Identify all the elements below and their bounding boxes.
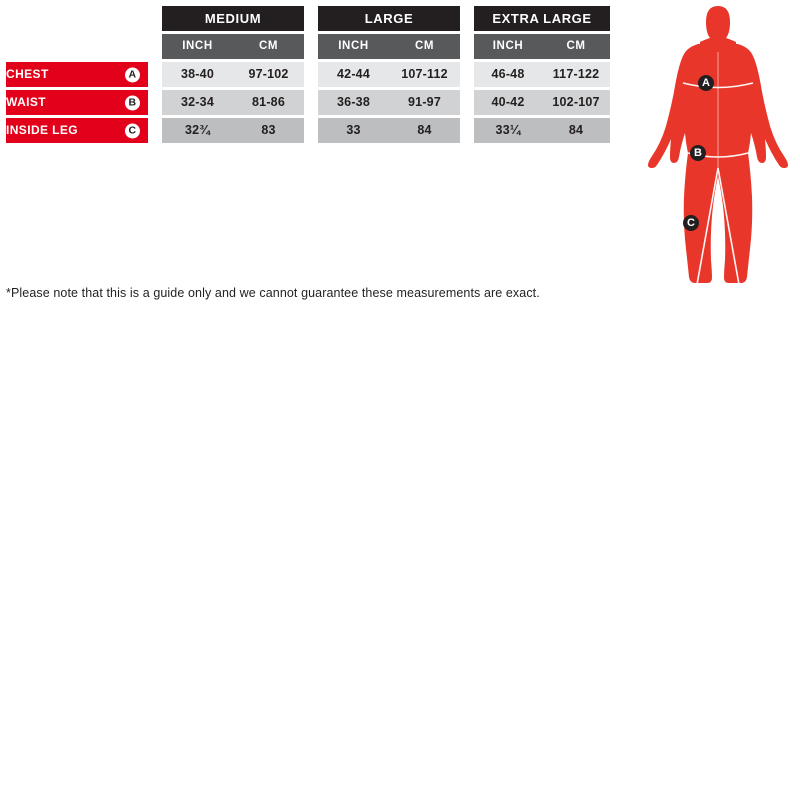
column-gap [148, 118, 162, 143]
cell-waist-medium-cm: 81-86 [233, 90, 304, 115]
cell-chest-large-cm: 107-112 [389, 62, 460, 87]
cell-waist-medium-inch: 32-34 [162, 90, 233, 115]
marker-c: C [683, 215, 699, 231]
column-gap [304, 118, 318, 143]
column-gap [460, 34, 474, 59]
table-size-header-row [6, 6, 610, 31]
table-row [6, 90, 610, 115]
cell-chest-medium-inch: 38-40 [162, 62, 233, 87]
cell-waist-xl-inch: 40-42 [474, 90, 542, 115]
cell-waist-xl-cm: 102-107 [542, 90, 610, 115]
row-label-text: WAIST [6, 95, 46, 109]
unit-header-xl-cm: CM [542, 34, 610, 59]
row-badge-b: B [125, 95, 140, 110]
column-gap [460, 62, 474, 87]
cell-chest-medium-cm: 97-102 [233, 62, 304, 87]
table-unit-header-row [6, 34, 610, 59]
size-header-large: LARGE [318, 6, 460, 31]
cell-chest-xl-inch: 46-48 [474, 62, 542, 87]
column-gap [460, 118, 474, 143]
row-label-inside-leg [6, 118, 148, 143]
marker-a: A [698, 75, 714, 91]
cell-inside-leg-medium-cm: 83 [233, 118, 304, 143]
marker-b: B [690, 145, 706, 161]
cell-inside-leg-large-inch: 33 [318, 118, 389, 143]
column-gap [148, 34, 162, 59]
column-gap [148, 6, 162, 31]
table-row [6, 118, 610, 143]
cell-inside-leg-medium-inch: 32¾ [162, 118, 233, 143]
column-gap [460, 6, 474, 31]
corner-spacer [6, 6, 148, 31]
column-gap [304, 6, 318, 31]
cell-chest-xl-cm: 117-122 [542, 62, 610, 87]
unit-header-large-inch: INCH [318, 34, 389, 59]
row-label-waist [6, 90, 148, 115]
row-label-text: INSIDE LEG [6, 123, 79, 137]
size-header-medium: MEDIUM [162, 6, 304, 31]
row-label-chest [6, 62, 148, 87]
column-gap [460, 90, 474, 115]
cell-waist-large-inch: 36-38 [318, 90, 389, 115]
body-figure [636, 0, 800, 320]
column-gap [304, 62, 318, 87]
table-row [6, 62, 610, 87]
unit-header-medium-inch: INCH [162, 34, 233, 59]
column-gap [148, 90, 162, 115]
cell-chest-large-inch: 42-44 [318, 62, 389, 87]
body-silhouette-icon [636, 0, 800, 320]
column-gap [304, 90, 318, 115]
unit-header-xl-inch: INCH [474, 34, 542, 59]
cell-inside-leg-xl-cm: 84 [542, 118, 610, 143]
row-label-text: CHEST [6, 67, 49, 81]
size-header-extra-large: EXTRA LARGE [474, 6, 610, 31]
size-chart-table [6, 6, 610, 143]
cell-waist-large-cm: 91-97 [389, 90, 460, 115]
cell-inside-leg-large-cm: 84 [389, 118, 460, 143]
footnote-text: *Please note that this is a guide only and we cannot guarantee these measurements are exact. [6, 286, 540, 300]
row-badge-c: C [125, 123, 140, 138]
unit-header-large-cm: CM [389, 34, 460, 59]
cell-inside-leg-xl-inch: 33¼ [474, 118, 542, 143]
column-gap [148, 62, 162, 87]
row-badge-a: A [125, 67, 140, 82]
column-gap [304, 34, 318, 59]
unit-header-medium-cm: CM [233, 34, 304, 59]
corner-spacer [6, 34, 148, 59]
